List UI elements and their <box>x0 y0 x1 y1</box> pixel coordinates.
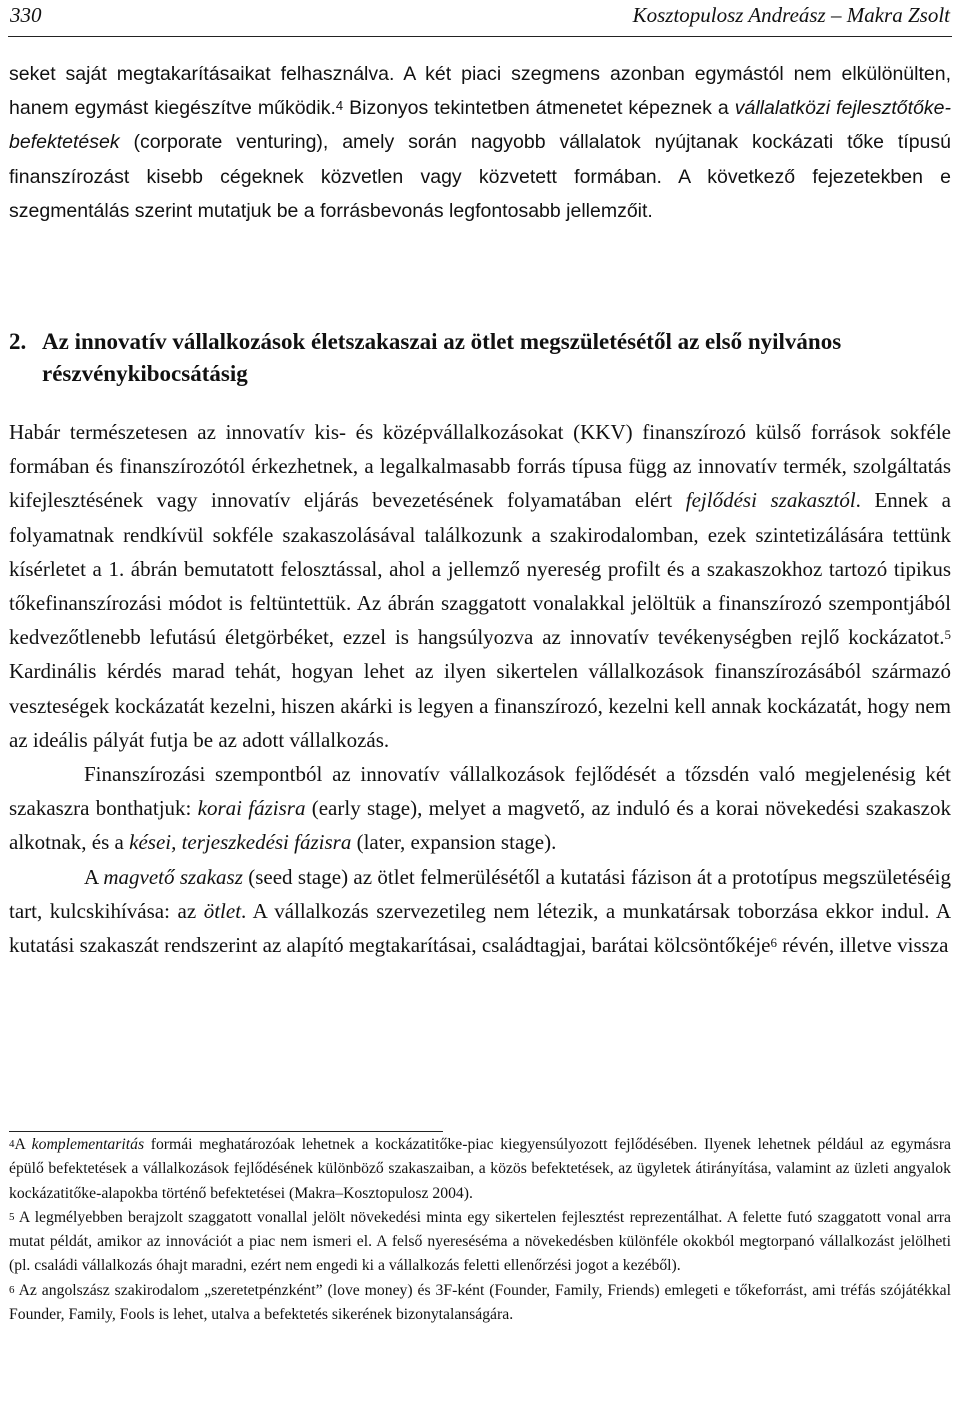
paragraph-4 <box>9 860 951 963</box>
emphasis: vállalatközi fejlesztőtőke-befektetések <box>9 97 951 154</box>
section-heading <box>9 326 951 390</box>
section-title: Az innovatív vállalkozások életszakaszai az ötlet megszületésétől az első nyilvános részvénykibocsátásig <box>42 329 842 386</box>
footnote-ref-4[interactable]: 4 <box>335 98 344 114</box>
emphasis: fejlődési szakasztól <box>685 488 856 513</box>
text-run: (corporate venturing), amely során nagyobb vállalatok nyújtanak kockázati tőke típusú finanszírozást kisebb cégeknek közvetlen vagy közvetett formában. A következő fejezetekben e szegmentálás szerint mutatjuk be a forrásbevonás legfontosabb jellemzőit. <box>9 131 951 222</box>
section-number: 2. <box>9 329 27 354</box>
text-run: (later, expansion stage). <box>351 830 557 855</box>
emphasis: kései, terjeszkedési fázisra <box>129 830 352 855</box>
text-run: A <box>84 864 104 889</box>
text-run: . A vállalkozás szervezetileg nem létezik, a munkatársak toborzása ekkor indul. A kutatási szakaszát rendszerint az alapító megtakarításai, családtagjai, barátai kölcsöntőkéje <box>9 898 951 958</box>
emphasis: ötlet <box>203 898 242 923</box>
footnote-ref-5[interactable]: 5 <box>944 627 951 643</box>
footnote-5 <box>9 1206 951 1279</box>
text-run: Bizonyos tekintetben átmenetet képeznek a <box>343 97 735 120</box>
footnote-6 <box>9 1279 951 1328</box>
footnote-number: 4 <box>9 1138 15 1150</box>
text-run: révén, illetve vissza <box>777 933 949 958</box>
text-run: formái meghatározóak lehetnek a kockázatitőke-piac kiegyensúlyozott fejlődésében. Ilyenek lehetnek például az egymásra épülő befektetések a vállalkozások fejlődésének különböző szakaszaiban, a közös befektetések, az ügyletek átirányítása, valamint az üzleti angyalok kockázatitőke-alapokba történő befektetései (Makra–Kosztopulosz 2004). <box>9 1136 952 1202</box>
paragraph-3 <box>9 757 951 860</box>
page-number: 330 <box>10 3 42 27</box>
text-run: (early stage), melyet a magvető, az induló és a korai növekedési szakaszok alkotnak, és a <box>9 796 951 855</box>
paragraph-2 <box>9 415 951 757</box>
emphasis: magvető szakasz <box>103 864 243 889</box>
footnote-number: 5 <box>9 1210 15 1223</box>
footnotes <box>9 1133 951 1327</box>
emphasis: korai fázisra <box>197 796 306 821</box>
text-run: A <box>14 1136 32 1153</box>
text-run: . Ennek a folyamatnak rendkívül sokféle szakaszolásával találkozunk a szakirodalomban, ezek szintetizálására tettünk kísérletet a 1. ábrán bemutatott felosztással, ahol a jellemző nyereség profilt és a szakaszokhoz tartozó tipikus tőkefinanszírozási módot is feltüntettük. Az ábrán szaggatott vonalakkal jelöltük a finanszírozó szempontjából kedvezőtlenebb lefutású életgörbéket, ezzel is hangsúlyozva az innovatív tevékenységben rejlő kockázatot. <box>9 488 951 650</box>
footnote-separator <box>9 1131 443 1132</box>
text-run: Finanszírozási szempontból az innovatív vállalkozások fejlődését a tőzsdén való megjelenésig két szakaszra bonthatjuk: <box>9 762 951 821</box>
text-run: Habár természetesen az innovatív kis- és középvállalkozásokat (KKV) finanszírozó külső források sokféle formában és finanszírozótól érkezhetnek, a legalkalmasabb forrás típusa függ az innovatív termék, szolgáltatás kifejlesztésének vagy innovatív eljárás bevezetésének folyamatában elért <box>9 420 951 513</box>
running-header <box>8 0 952 37</box>
running-head: Kosztopulosz Andreász – Makra Zsolt <box>632 3 950 27</box>
intro-paragraph-block <box>9 57 951 228</box>
text-run: (seed stage) az ötlet felmerülésétől a kutatási fázison át a prototípus megszületéséig tart, kulcskihívása: az <box>9 864 951 923</box>
text-run: A legmélyebben berajzolt szaggatott vonallal jelölt növekedési minta egy sikertelen fejlesztést reprezentálhat. A felette futó szaggatott vonal arra mutat példát, amikor az innovációt a piac nem ismeri el. A felső nyereséséma a növekedésben különféle okokból megtorpanó vállalkozást jelölheti (pl. családi vállalkozás óhajt maradni, ezért nem engedi ki a vállalkozás feletti ellenőrzési jogot a kezéből). <box>9 1208 951 1275</box>
emphasis: komplementaritás <box>31 1136 145 1153</box>
main-text-block <box>9 415 951 962</box>
footnote-4 <box>9 1133 951 1206</box>
text-run: seket saját megtakarításaikat felhasználva. A két piaci szegmens azonban egymástól nem elkülönülten, hanem egymást kiegészítve működik. <box>9 63 951 120</box>
text-run: Kardinális kérdés marad tehát, hogyan lehet az ilyen sikertelen vállalkozások finanszírozásából származó veszteségek kockázatát kezelni, hiszen akárki is legyen a finanszírozó, kezelni kell annak kockázatát, hogy nem az ideális pályát futja be az adott vállalkozás. <box>9 659 951 752</box>
text-run: Az angolszász szakirodalom „szeretetpénzként” (love money) és 3F-ként (Founder, Family, Friends) emlegeti e tőkeforrást, ami tréfás szójátékkal Founder, Family, Fools is lehet, utalva a befektetés sikerének bizonytalanságára. <box>9 1281 951 1324</box>
paragraph-1 <box>9 57 951 228</box>
footnote-number: 6 <box>9 1283 15 1296</box>
footnote-ref-6[interactable]: 6 <box>770 935 777 951</box>
